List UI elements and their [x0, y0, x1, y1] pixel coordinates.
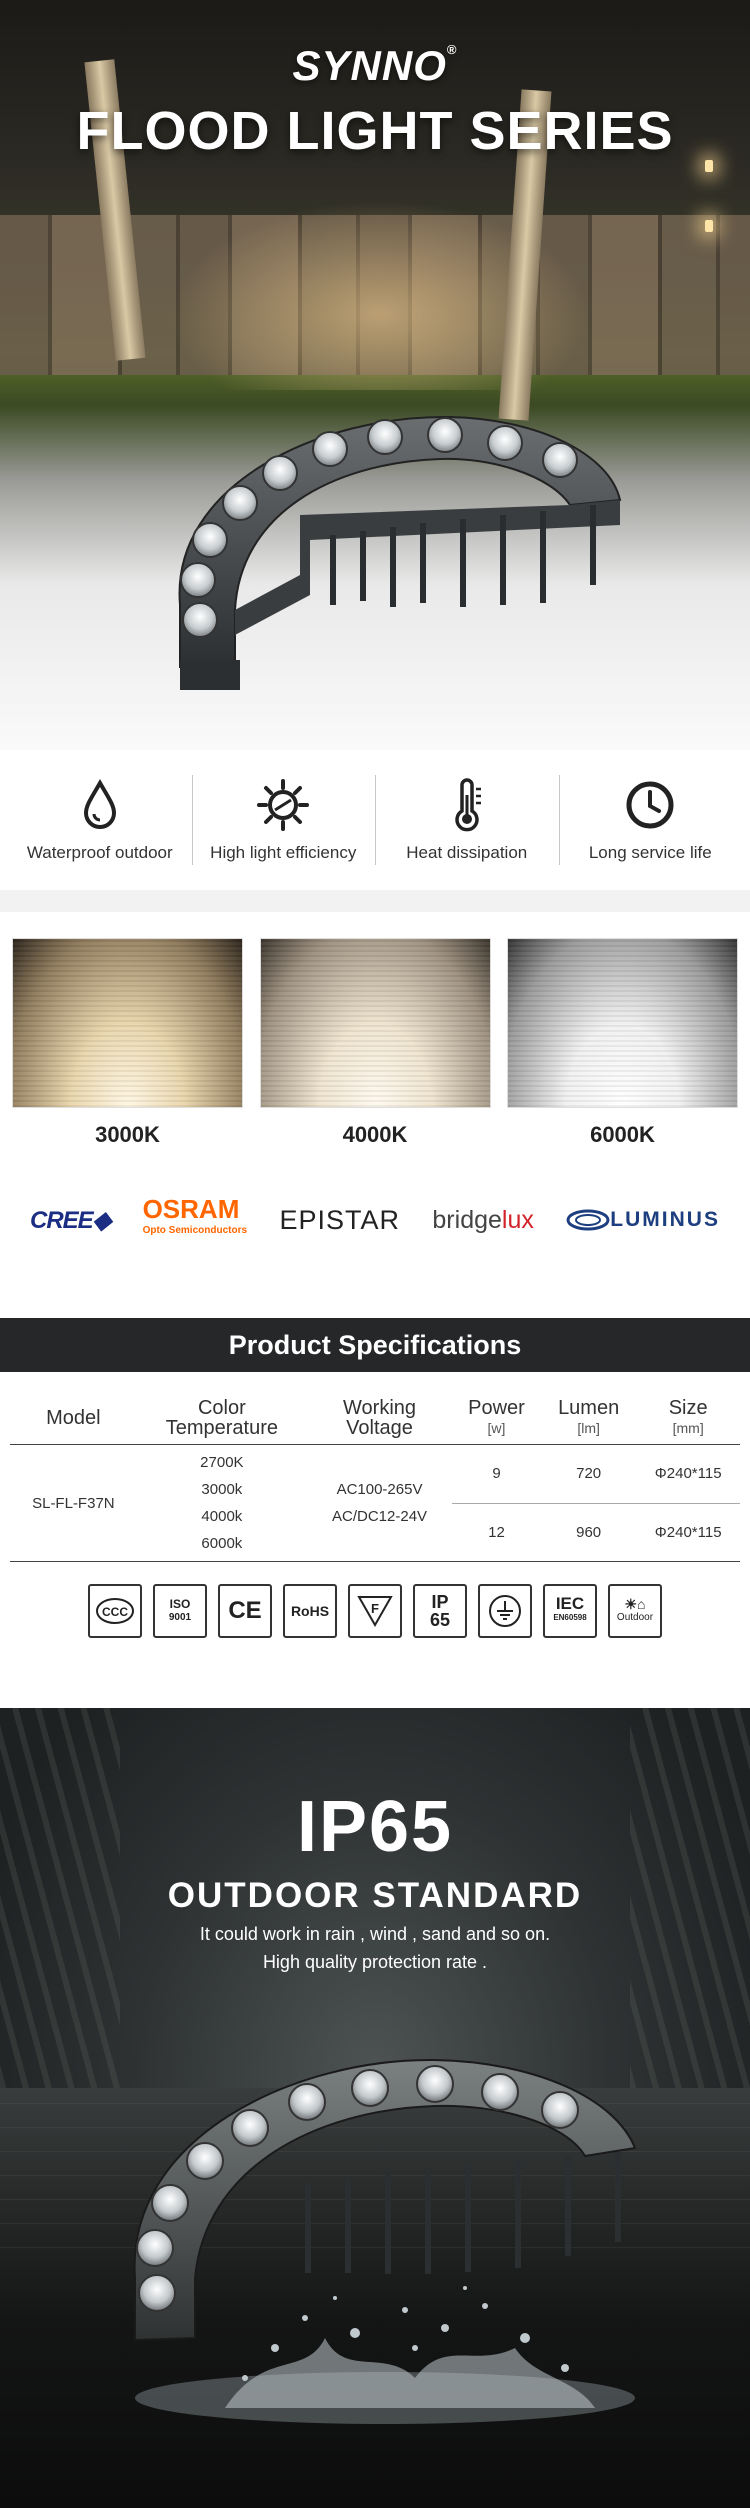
flood-light-product-image	[150, 405, 630, 735]
bridgelux-logo: bridgelux	[432, 1205, 534, 1234]
col-power: Power [w]	[452, 1392, 541, 1445]
size-cell: Φ240*115	[636, 1503, 740, 1562]
ip65-badge: IP 65	[413, 1584, 467, 1638]
feature-waterproof	[8, 765, 192, 875]
temp-swatch	[260, 938, 491, 1108]
lumen-cell: 720	[541, 1445, 636, 1504]
specs-table-section	[0, 1372, 750, 1562]
temp-swatch	[507, 938, 738, 1108]
temp-label: 3000K	[95, 1122, 160, 1147]
ground-badge	[478, 1584, 532, 1638]
feature-efficiency	[192, 765, 376, 875]
led-chip-brands	[0, 1148, 750, 1258]
feature-list	[0, 750, 750, 890]
feature-label: Long service life	[588, 843, 712, 862]
feature-label: High light efficiency	[210, 843, 357, 862]
temp-label: 6000K	[590, 1122, 655, 1147]
ccc-mark-icon	[95, 1597, 135, 1625]
specs-heading: Product Specifications	[0, 1318, 750, 1372]
osram-logo: OSRAM Opto Semiconductors	[142, 1194, 248, 1236]
col-model: Model	[10, 1392, 137, 1445]
cree-logo: CREE◆	[30, 1206, 111, 1234]
power-cell: 9	[452, 1445, 541, 1504]
light-gear-icon	[255, 777, 311, 833]
col-lumen: Lumen [lm]	[541, 1392, 636, 1445]
col-size: Size [mm]	[636, 1392, 740, 1445]
sun-house-icon: ☀⌂	[624, 1596, 646, 1612]
specs-table	[10, 1392, 740, 1562]
svg-text:F: F	[371, 1601, 379, 1616]
model-cell: SL-FL-F37N	[10, 1445, 137, 1562]
luminus-logo: LUMINUS	[566, 1208, 720, 1232]
col-color-temp: Color Temperature	[137, 1392, 307, 1445]
feature-lifetime	[559, 765, 743, 875]
brand-logo: SYNNO®	[292, 42, 458, 89]
ip65-description: It could work in rain , wind , sand and so on.	[199, 1924, 551, 1944]
outdoor-badge: ☀⌂ Outdoor	[608, 1584, 662, 1638]
feature-label: Waterproof outdoor	[26, 843, 173, 862]
rohs-badge: RoHS	[283, 1584, 337, 1638]
temp-sample-6000k	[507, 938, 738, 1148]
thermometer-icon	[439, 777, 495, 833]
table-row	[10, 1445, 740, 1504]
ground-symbol-icon	[487, 1593, 523, 1629]
ccc-badge	[88, 1584, 142, 1638]
color-temperature-samples	[0, 912, 750, 1148]
ce-badge: CE	[218, 1584, 272, 1638]
flood-light-splash-image	[115, 2048, 655, 2448]
ip65-description: High quality protection rate .	[262, 1952, 488, 1972]
svg-text:CCC: CCC	[102, 1605, 128, 1619]
water-splash	[135, 2286, 635, 2424]
iso-badge: ISO 9001	[153, 1584, 207, 1638]
water-drop-icon	[72, 777, 128, 833]
temp-sample-4000k	[260, 938, 491, 1148]
power-cell: 12	[452, 1503, 541, 1562]
f-triangle-icon	[355, 1593, 395, 1629]
certification-badges	[0, 1562, 750, 1672]
f-mark-badge	[348, 1584, 402, 1638]
feature-heat	[375, 765, 559, 875]
luminus-swoosh-icon	[566, 1209, 610, 1231]
feature-label: Heat dissipation	[406, 843, 528, 862]
ip65-banner	[0, 1708, 750, 2508]
color-temp-cell: 2700K 3000k 4000k 6000k	[137, 1445, 307, 1562]
epistar-logo: EPISTAR	[279, 1204, 400, 1235]
ip65-subtitle: OUTDOOR STANDARD	[167, 1876, 583, 1915]
temp-swatch	[12, 938, 243, 1108]
size-cell: Φ240*115	[636, 1445, 740, 1504]
temp-sample-3000k	[12, 938, 243, 1148]
clock-icon	[622, 777, 678, 833]
hero-banner	[0, 0, 750, 750]
section-divider	[0, 890, 750, 912]
col-voltage: Working Voltage	[307, 1392, 452, 1445]
lumen-cell: 960	[541, 1503, 636, 1562]
voltage-cell: AC100-265V AC/DC12-24V	[307, 1445, 452, 1562]
ip65-title: IP65	[296, 1787, 454, 1867]
temp-label: 4000K	[342, 1122, 408, 1147]
hero-title: FLOOD LIGHT SERIES	[76, 101, 674, 161]
wall-lamp	[705, 220, 713, 232]
iec-badge: IEC EN60598	[543, 1584, 597, 1638]
